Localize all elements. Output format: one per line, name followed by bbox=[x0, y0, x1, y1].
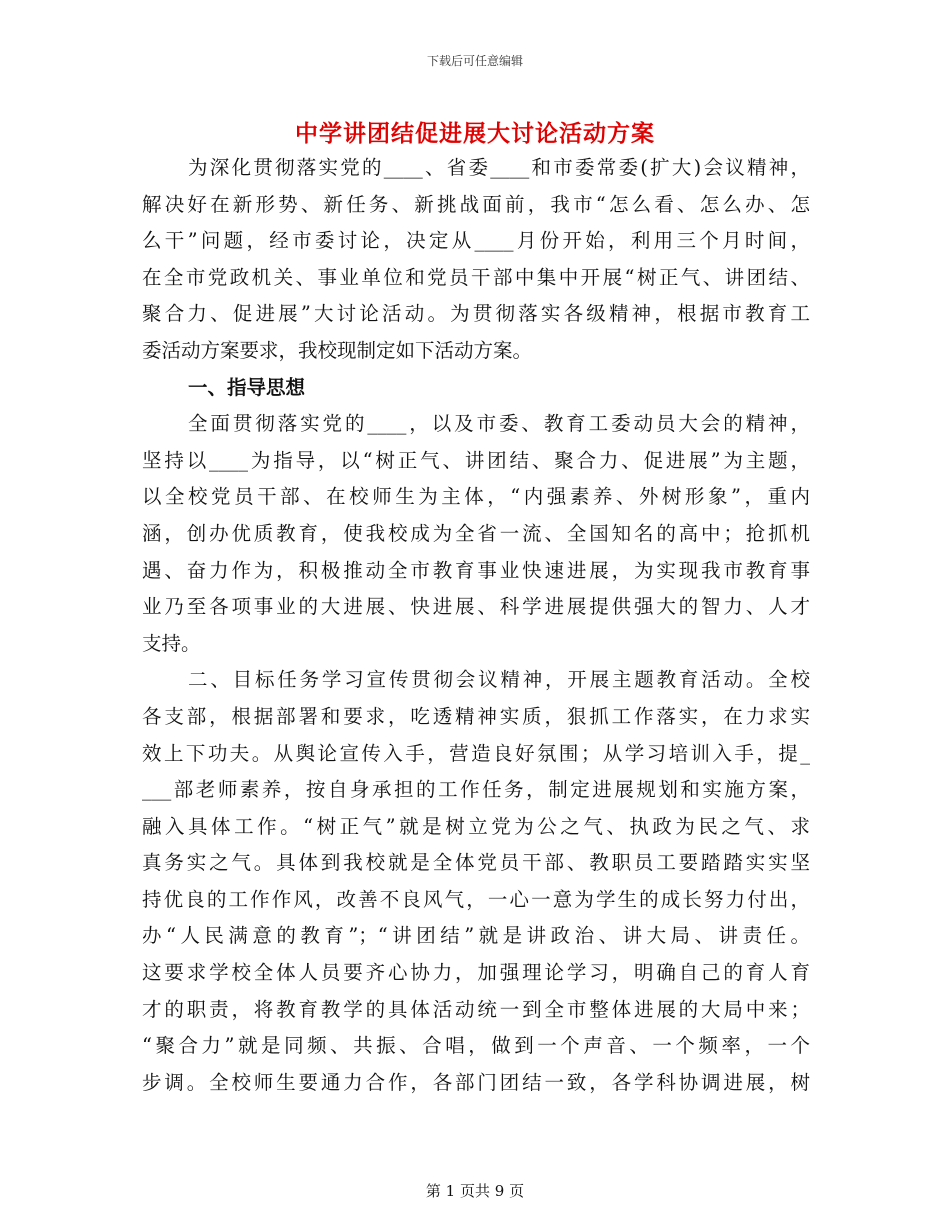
text-line: 涵，创办优质教育，使我校成为全省一流、全国知名的高中；抢抓机 bbox=[142, 521, 810, 545]
header-note: 下载后可任意编辑 bbox=[426, 54, 523, 68]
document-body bbox=[142, 150, 810, 1101]
text-line: 效上下功夫。从舆论宣传入手，营造良好氛围；从学习培训入手，提_ bbox=[142, 741, 810, 765]
text-line: 这要求学校全体人员要齐心协力，加强理论学习，明确自己的育人育 bbox=[142, 961, 810, 985]
text-line: 办“人民满意的教育”；“讲团结”就是讲政治、讲大局、讲责任。 bbox=[142, 924, 810, 948]
text-line: 才的职责，将教育教学的具体活动统一到全市整体进展的大局中来； bbox=[142, 997, 810, 1021]
text-line: 支持。 bbox=[142, 631, 201, 655]
text-line: 以全校党员干部、在校师生为主体，“内强素养、外树形象”，重内 bbox=[142, 485, 810, 509]
text-line: 真务实之气。具体到我校就是全体党员干部、教职员工要踏踏实实坚 bbox=[142, 851, 810, 875]
text-line: 融入具体工作。“树正气”就是树立党为公之气、执政为民之气、求 bbox=[142, 814, 810, 838]
text-line: 全面贯彻落实党的____，以及市委、教育工委动员大会的精神， bbox=[188, 412, 810, 436]
text-line: 各支部，根据部署和要求，吃透精神实质，狠抓工作落实，在力求实 bbox=[142, 704, 810, 728]
text-line: 持优良的工作作风，改善不良风气，一心一意为学生的成长努力付出， bbox=[142, 887, 810, 911]
text-line: 为深化贯彻落实党的____、省委____和市委常委(扩大)会议精神， bbox=[188, 156, 810, 179]
text-line: ___部老师素养，按自身承担的工作任务，制定进展规划和实施方案， bbox=[142, 778, 810, 802]
text-line: 二、目标任务学习宣传贯彻会议精神，开展主题教育活动。全校 bbox=[188, 668, 810, 692]
text-line: 解决好在新形势、新任务、新挑战面前，我市“怎么看、怎么办、怎 bbox=[142, 192, 810, 216]
section-heading: 一、指导思想 bbox=[188, 375, 306, 399]
text-line: 么干”问题，经市委讨论，决定从____月份开始，利用三个月时间， bbox=[142, 229, 810, 253]
page-footer: 第 1 页共 9 页 bbox=[425, 1182, 525, 1200]
text-line: 业乃至各项事业的大进展、快进展、科学进展提供强大的智力、人才 bbox=[142, 595, 810, 619]
text-line: 聚合力、促进展”大讨论活动。为贯彻落实各级精神，根据市教育工 bbox=[142, 302, 810, 326]
text-line: 步调。全校师生要通力合作，各部门团结一致，各学科协调进展，树 bbox=[142, 1070, 810, 1094]
text-line: 在全市党政机关、事业单位和党员干部中集中开展“树正气、讲团结、 bbox=[142, 265, 810, 289]
document-title: 中学讲团结促进展大讨论活动方案 bbox=[295, 120, 655, 147]
text-line: 委活动方案要求，我校现制定如下活动方案。 bbox=[142, 338, 533, 362]
text-line: 遇、奋力作为，积极推动全市教育事业快速进展，为实现我市教育事 bbox=[142, 558, 810, 582]
text-line: 坚持以____为指导，以“树正气、讲团结、聚合力、促进展”为主题， bbox=[142, 448, 810, 472]
text-line: “聚合力”就是同频、共振、合唱，做到一个声音、一个频率，一个 bbox=[142, 1034, 810, 1058]
